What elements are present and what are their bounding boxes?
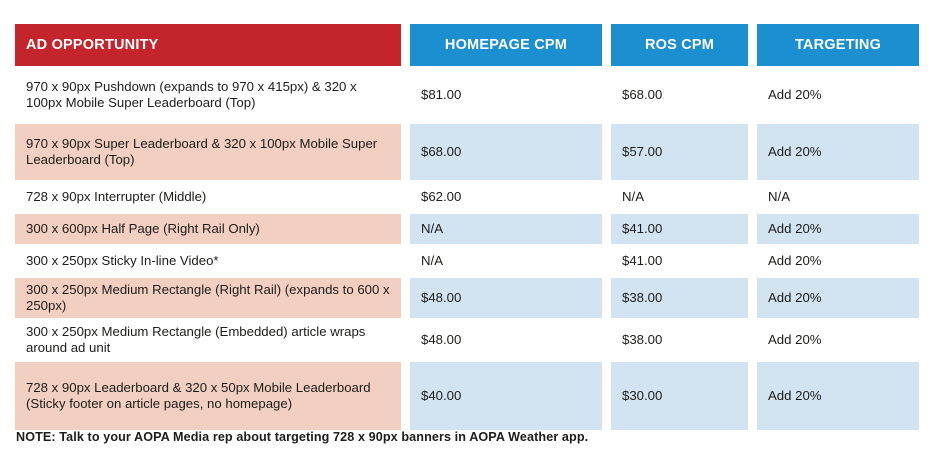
header-targeting: TARGETING [757,24,919,66]
homepage-cpm-cell: $48.00 [410,278,602,318]
ad-opportunity-cell: 970 x 90px Super Leaderboard & 320 x 100px Mobile Super Leaderboard (Top) [15,124,401,180]
header-ros-cpm: ROS CPM [611,24,748,66]
ad-opportunity-cell: 300 x 250px Sticky In-line Video* [15,248,401,274]
rate-card-table [6,20,928,434]
targeting-cell: Add 20% [757,124,919,180]
header-homepage-cpm: HOMEPAGE CPM [410,24,602,66]
rate-card-table-container [15,24,919,430]
targeting-cell: Add 20% [757,278,919,318]
header-row [15,24,919,66]
targeting-cell: Add 20% [757,322,919,358]
targeting-cell: N/A [757,184,919,210]
ad-opportunity-cell: 300 x 250px Medium Rectangle (Embedded) article wraps around ad unit [15,322,401,358]
ros-cpm-cell: $30.00 [611,362,748,430]
header-ad-opportunity: AD OPPORTUNITY [15,24,401,66]
ad-opportunity-cell: 300 x 600px Half Page (Right Rail Only) [15,214,401,244]
ad-opportunity-cell: 300 x 250px Medium Rectangle (Right Rail) (expands to 600 x 250px) [15,278,401,318]
ad-opportunity-cell: 728 x 90px Interrupter (Middle) [15,184,401,210]
ad-opportunity-cell: 728 x 90px Leaderboard & 320 x 50px Mobile Leaderboard (Sticky footer on article pages, no homepage) [15,362,401,430]
homepage-cpm-cell: $48.00 [410,322,602,358]
ros-cpm-cell: $41.00 [611,214,748,244]
homepage-cpm-cell: $40.00 [410,362,602,430]
ros-cpm-cell: $38.00 [611,322,748,358]
table-body [15,70,919,430]
table-row [15,184,919,210]
ros-cpm-cell: $57.00 [611,124,748,180]
homepage-cpm-cell: $62.00 [410,184,602,210]
table-row [15,70,919,120]
footnote: NOTE: Talk to your AOPA Media rep about targeting 728 x 90px banners in AOPA Weather app. [16,430,589,444]
ad-opportunity-cell: 970 x 90px Pushdown (expands to 970 x 415px) & 320 x 100px Mobile Super Leaderboard (Top) [15,70,401,120]
table-row [15,278,919,318]
homepage-cpm-cell: $81.00 [410,70,602,120]
ros-cpm-cell: $68.00 [611,70,748,120]
table-row [15,322,919,358]
table-row [15,362,919,430]
targeting-cell: Add 20% [757,248,919,274]
homepage-cpm-cell: $68.00 [410,124,602,180]
ros-cpm-cell: $38.00 [611,278,748,318]
table-row [15,124,919,180]
targeting-cell: Add 20% [757,362,919,430]
homepage-cpm-cell: N/A [410,214,602,244]
table-row [15,214,919,244]
ros-cpm-cell: N/A [611,184,748,210]
table-row [15,248,919,274]
targeting-cell: Add 20% [757,70,919,120]
targeting-cell: Add 20% [757,214,919,244]
homepage-cpm-cell: N/A [410,248,602,274]
ros-cpm-cell: $41.00 [611,248,748,274]
